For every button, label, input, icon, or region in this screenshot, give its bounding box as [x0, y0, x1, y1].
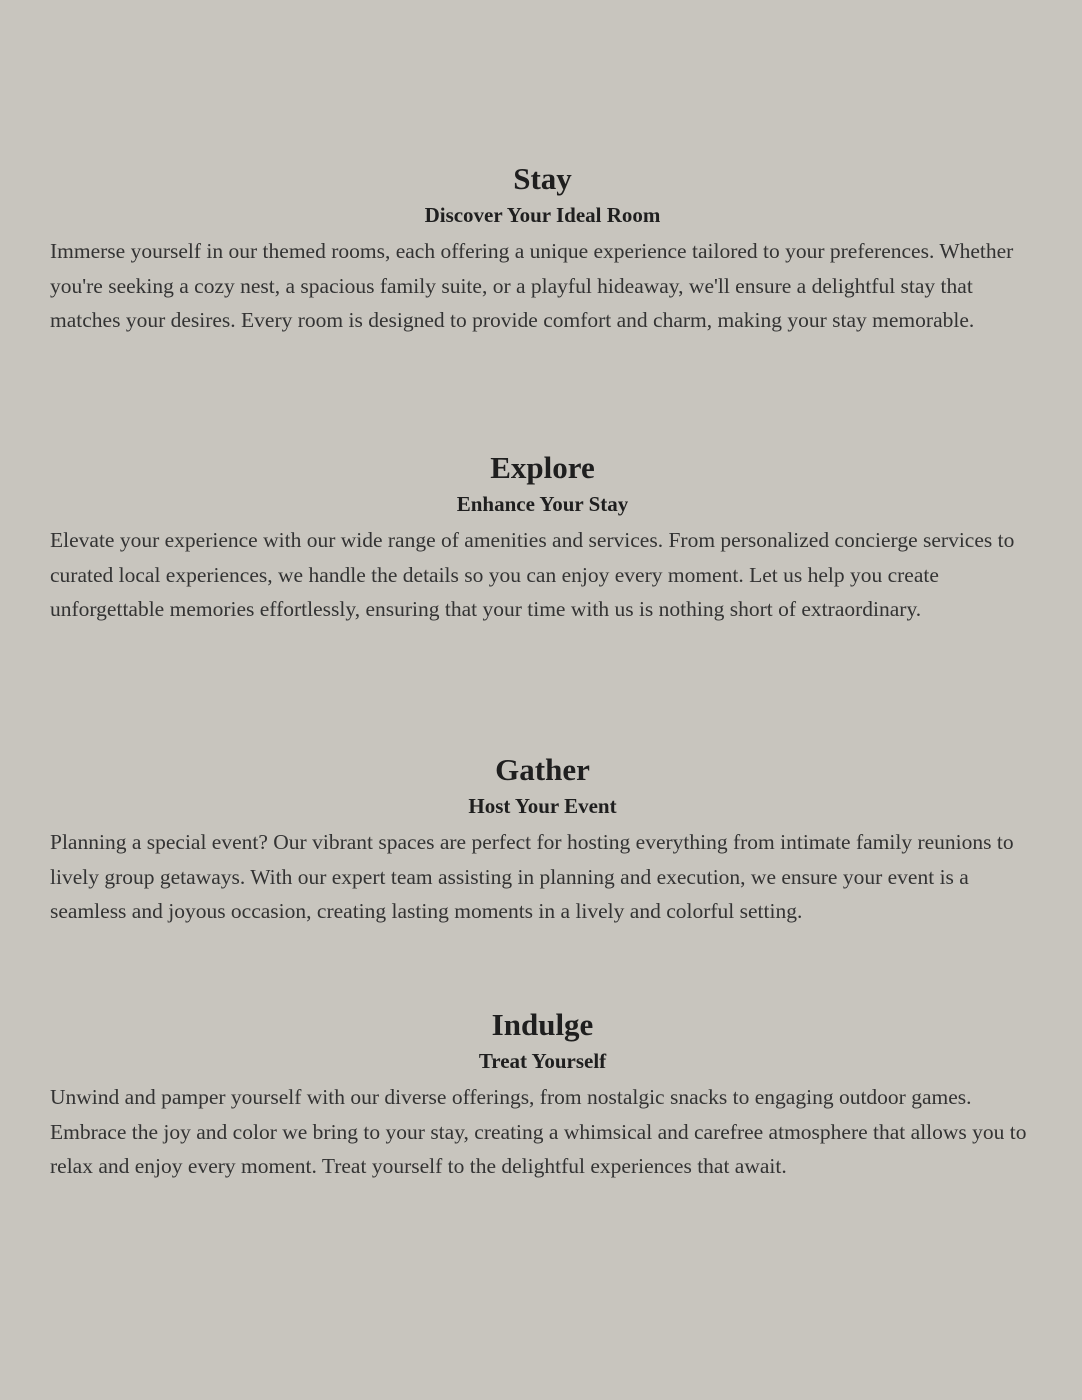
section-body: Planning a special event? Our vibrant spaces are perfect for hosting everything from intimate family reunions to lively group getaways. With our expert team assisting in planning and execution, we ensure your event is a seamless and joyous occasion, creating lasting moments in a lively and colorful setting. — [50, 830, 1014, 924]
section-stay — [50, 159, 1035, 338]
section-body: Unwind and pamper yourself with our diverse offerings, from nostalgic snacks to engaging outdoor games. Embrace the joy and color we bring to your stay, creating a whimsical and carefree atmosphere that allows you to relax and enjoy every moment. Treat yourself to the delightful experiences that await. — [50, 1085, 1027, 1179]
section-title: Indulge — [491, 1007, 594, 1042]
section-subtitle: Host Your Event — [468, 794, 617, 818]
section-body: Elevate your experience with our wide range of amenities and services. From personalized concierge services to curated local experiences, we handle the details so you can enjoy every moment. Let us help you create unforgettable memories effortlessly, ensuring that your time with us is nothing short of extraordinary. — [50, 528, 1015, 622]
section-gather — [50, 750, 1035, 929]
section-title: Explore — [490, 450, 595, 485]
section-subtitle: Discover Your Ideal Room — [424, 203, 661, 227]
section-body: Immerse yourself in our themed rooms, each offering a unique experience tailored to your preferences. Whether you're seeking a cozy nest, a spacious family suite, or a playful hideaway, we'll ensure a delightful stay that matches your desires. Every room is designed to provide comfort and charm, making your stay memorable. — [50, 239, 1014, 333]
section-indulge — [50, 1005, 1035, 1184]
section-title: Gather — [495, 752, 590, 787]
section-explore — [50, 448, 1035, 627]
section-subtitle: Treat Yourself — [478, 1049, 607, 1073]
section-title: Stay — [513, 161, 572, 196]
section-subtitle: Enhance Your Stay — [456, 492, 629, 516]
